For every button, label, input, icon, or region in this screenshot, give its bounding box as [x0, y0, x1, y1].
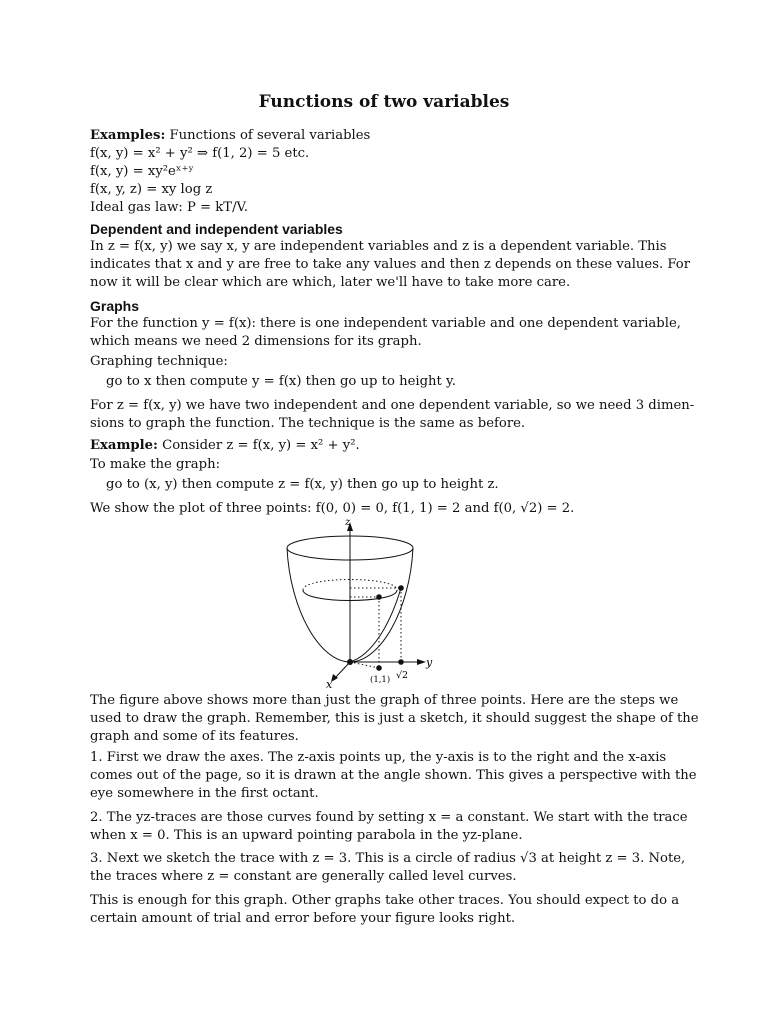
point-1-1-label: (1,1): [370, 675, 391, 685]
z-axis-label: z: [345, 517, 351, 528]
point-1-1-base: [376, 665, 382, 671]
examples-intro: Functions of several variables: [169, 128, 371, 143]
example-equation-3: f(x, y, z) = xy log z: [90, 182, 213, 197]
example-label: Example:: [90, 438, 158, 453]
gas-law-line: Ideal gas law: P = kT/V.: [90, 200, 248, 215]
to-make-line: To make the graph:: [90, 457, 221, 472]
step1-line-3: eye somewhere in the first octant.: [90, 786, 319, 801]
example-text: Consider z = f(x, y) = x² + y².: [162, 438, 360, 453]
y-axis-arrow: [417, 659, 426, 665]
examples-line: [90, 127, 370, 145]
graphs-line-4: sions to graph the function. The technique is the same as before.: [90, 416, 526, 431]
technique-line: Graphing technique:: [90, 354, 228, 369]
step3-line-1: 3. Next we sketch the trace with z = 3. This is a circle of radius √3 at height z = 3. Note,: [90, 851, 686, 866]
example-equation-1: f(x, y) = x² + y² ⇒ f(1, 2) = 5 etc.: [90, 146, 310, 161]
explanation-line-2: used to draw the graph. Remember, this is just a sketch, it should suggest the shape of the: [90, 711, 699, 726]
closing-line-1: This is enough for this graph. Other graphs take other traces. You should expect to do a: [90, 893, 680, 908]
paraboloid-right-side: [350, 548, 413, 662]
x-axis-label: x: [326, 678, 333, 691]
y-axis-label: y: [426, 656, 433, 669]
graphs-heading: Graphs: [90, 298, 140, 314]
step1-line-1: 1. First we draw the axes. The z-axis points up, the y-axis is to the right and the x-axis: [90, 750, 667, 765]
steps-1d: go to x then compute y = f(x) then go up to height y.: [106, 374, 456, 389]
examples-label: Examples:: [90, 128, 166, 143]
step2-line-1: 2. The yz-traces are those curves found by setting x = a constant. We start with the trace: [90, 810, 688, 825]
graphs-line-1: For the function y = f(x): there is one independent variable and one dependent variable,: [90, 316, 681, 331]
example-equation-2: f(x, y) = xy²eˣ⁺ʸ: [90, 164, 194, 179]
paraboloid-left-side: [287, 548, 350, 662]
plot-points-line: We show the plot of three points: f(0, 0) = 0, f(1, 1) = 2 and f(0, √2) = 2.: [90, 501, 575, 516]
point-sqrt2-top: [398, 585, 404, 591]
point-origin: [347, 659, 353, 665]
example-line: [90, 437, 360, 455]
sqrt2-label: √2: [396, 670, 409, 681]
step3-line-2: the traces where z = constant are generally called level curves.: [90, 869, 517, 884]
explanation-line-1: The figure above shows more than just the graph of three points. Here are the steps we: [90, 693, 679, 708]
dependent-heading: Dependent and independent variables: [90, 221, 343, 237]
steps-2d: go to (x, y) then compute z = f(x, y) then go up to height z.: [106, 477, 499, 492]
dependent-line-3: now it will be clear which are which, later we'll have to take more care.: [90, 275, 571, 290]
drop-line-5: [350, 662, 379, 668]
explanation-line-3: graph and some of its features.: [90, 729, 299, 744]
paraboloid-figure: [265, 516, 485, 691]
graphs-line-3: For z = f(x, y) we have two independent and one dependent variable, so we need 3 dimen-: [90, 398, 695, 413]
page-title: Functions of two variables: [258, 92, 510, 112]
graphs-line-2: which means we need 2 dimensions for its graph.: [90, 334, 422, 349]
point-sqrt2-base: [398, 659, 404, 665]
point-1-1-top: [376, 594, 382, 600]
step2-line-2: when x = 0. This is an upward pointing parabola in the yz-plane.: [90, 828, 523, 843]
x-axis: [335, 662, 350, 678]
step1-line-2: comes out of the page, so it is drawn at the angle shown. This gives a perspective with the: [90, 768, 697, 783]
dependent-line-1: In z = f(x, y) we say x, y are independent variables and z is a dependent variable. This: [90, 239, 667, 254]
closing-line-2: certain amount of trial and error before your figure looks right.: [90, 911, 516, 926]
dependent-line-2: indicates that x and y are free to take any values and then z depends on these values. For: [90, 257, 691, 272]
